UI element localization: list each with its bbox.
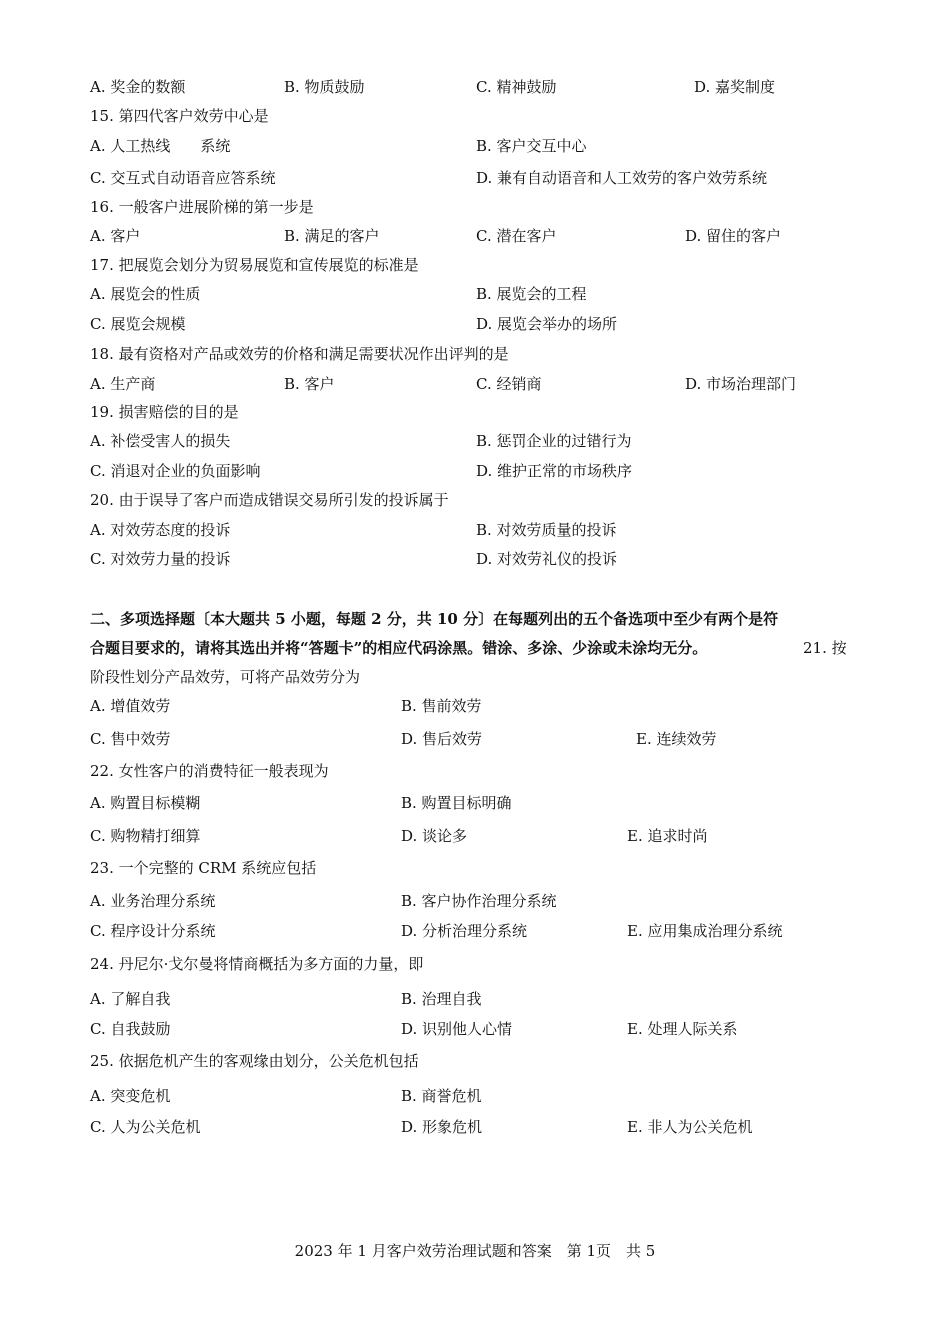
q24-option-c: C. 自我鼓励	[90, 1020, 171, 1038]
q22-option-d: D. 谈论多	[401, 827, 468, 845]
q19-option-d: D. 维护正常的市场秩序	[476, 462, 633, 480]
section2-instructions-line1: 二、多项选择题〔本大题共 5 小题，每题 2 分，共 10 分〕在每题列出的五个备选项中至少有两个是符	[90, 610, 779, 628]
q18-option-a: A. 生产商	[90, 375, 156, 393]
q16-option-c: C. 潜在客户	[476, 227, 557, 245]
q24-option-b: B. 治理自我	[401, 990, 482, 1008]
q19-option-c: C. 消退对企业的负面影响	[90, 462, 261, 480]
q21-option-d: D. 售后效劳	[401, 730, 483, 748]
q17-option-b: B. 展览会的工程	[476, 285, 587, 303]
q22-option-a: A. 购置目标模糊	[90, 794, 201, 812]
q24-stem: 24. 丹尼尔·戈尔曼将情商概括为多方面的力量，即	[90, 955, 424, 973]
q21-stem-cont: 阶段性划分产品效劳，可将产品效劳分为	[90, 668, 361, 686]
q16-option-b: B. 满足的客户	[284, 227, 380, 245]
q23-option-c: C. 程序设计分系统	[90, 922, 216, 940]
q16-stem: 16. 一般客户进展阶梯的第一步是	[90, 198, 314, 216]
q14-option-a: A. 奖金的数额	[90, 78, 186, 96]
q19-option-b: B. 惩罚企业的过错行为	[476, 432, 632, 450]
page-footer: 2023 年 1 月客户效劳治理试题和答案 第 1页 共 5	[294, 1242, 656, 1260]
q22-option-c: C. 购物精打细算	[90, 827, 201, 845]
q23-option-d: D. 分析治理分系统	[401, 922, 528, 940]
q21-stem-start: 21. 按	[803, 639, 847, 657]
q16-option-a: A. 客户	[90, 227, 141, 245]
q17-stem: 17. 把展览会划分为贸易展览和宣传展览的标准是	[90, 256, 419, 274]
q15-option-a: A. 人工热线 系统	[90, 137, 231, 155]
q19-option-a: A. 补偿受害人的损失	[90, 432, 231, 450]
q25-option-c: C. 人为公关危机	[90, 1118, 201, 1136]
q18-stem: 18. 最有资格对产品或效劳的价格和满足需要状况作出评判的是	[90, 345, 509, 363]
q25-option-d: D. 形象危机	[401, 1118, 483, 1136]
q25-option-b: B. 商誉危机	[401, 1087, 482, 1105]
q20-option-c: C. 对效劳力量的投诉	[90, 550, 231, 568]
q18-option-b: B. 客户	[284, 375, 335, 393]
q20-option-b: B. 对效劳质量的投诉	[476, 521, 617, 539]
q19-stem: 19. 损害赔偿的目的是	[90, 403, 239, 421]
q15-option-d: D. 兼有自动语音和人工效劳的客户效劳系统	[476, 169, 768, 187]
q24-option-d: D. 识别他人心情	[401, 1020, 513, 1038]
q20-stem: 20. 由于误导了客户而造成错误交易所引发的投诉属于	[90, 491, 449, 509]
q24-option-e: E. 处理人际关系	[627, 1020, 738, 1038]
q18-option-d: D. 市场治理部门	[685, 375, 797, 393]
q22-option-e: E. 追求时尚	[627, 827, 708, 845]
q15-stem: 15. 第四代客户效劳中心是	[90, 107, 269, 125]
q14-option-c: C. 精神鼓励	[476, 78, 557, 96]
q15-option-b: B. 客户交互中心	[476, 137, 587, 155]
q21-option-a: A. 增值效劳	[90, 697, 171, 715]
q22-option-b: B. 购置目标明确	[401, 794, 512, 812]
q14-option-b: B. 物质鼓励	[284, 78, 365, 96]
q25-option-e: E. 非人为公关危机	[627, 1118, 753, 1136]
q23-stem: 23. 一个完整的 CRM 系统应包括	[90, 859, 317, 877]
q17-option-c: C. 展览会规模	[90, 315, 186, 333]
q16-option-d: D. 留住的客户	[685, 227, 782, 245]
q23-option-b: B. 客户协作治理分系统	[401, 892, 557, 910]
q15-option-c: C. 交互式自动语音应答系统	[90, 169, 276, 187]
q20-option-d: D. 对效劳礼仪的投诉	[476, 550, 618, 568]
q25-stem: 25. 依据危机产生的客观缘由划分，公关危机包括	[90, 1052, 419, 1070]
q17-option-d: D. 展览会举办的场所	[476, 315, 618, 333]
q25-option-a: A. 突变危机	[90, 1087, 171, 1105]
q21-option-b: B. 售前效劳	[401, 697, 482, 715]
q21-option-e: E. 连续效劳	[636, 730, 717, 748]
q23-option-a: A. 业务治理分系统	[90, 892, 216, 910]
q18-option-c: C. 经销商	[476, 375, 542, 393]
q17-option-a: A. 展览会的性质	[90, 285, 201, 303]
section2-instructions-line2: 合题目要求的，请将其选出并将“答题卡”的相应代码涂黑。错涂、多涂、少涂或未涂均无分。	[90, 639, 708, 657]
q23-option-e: E. 应用集成治理分系统	[627, 922, 783, 940]
q21-option-c: C. 售中效劳	[90, 730, 171, 748]
q22-stem: 22. 女性客户的消费特征一般表现为	[90, 762, 329, 780]
q14-option-d: D. 嘉奖制度	[694, 78, 776, 96]
q20-option-a: A. 对效劳态度的投诉	[90, 521, 231, 539]
q24-option-a: A. 了解自我	[90, 990, 171, 1008]
